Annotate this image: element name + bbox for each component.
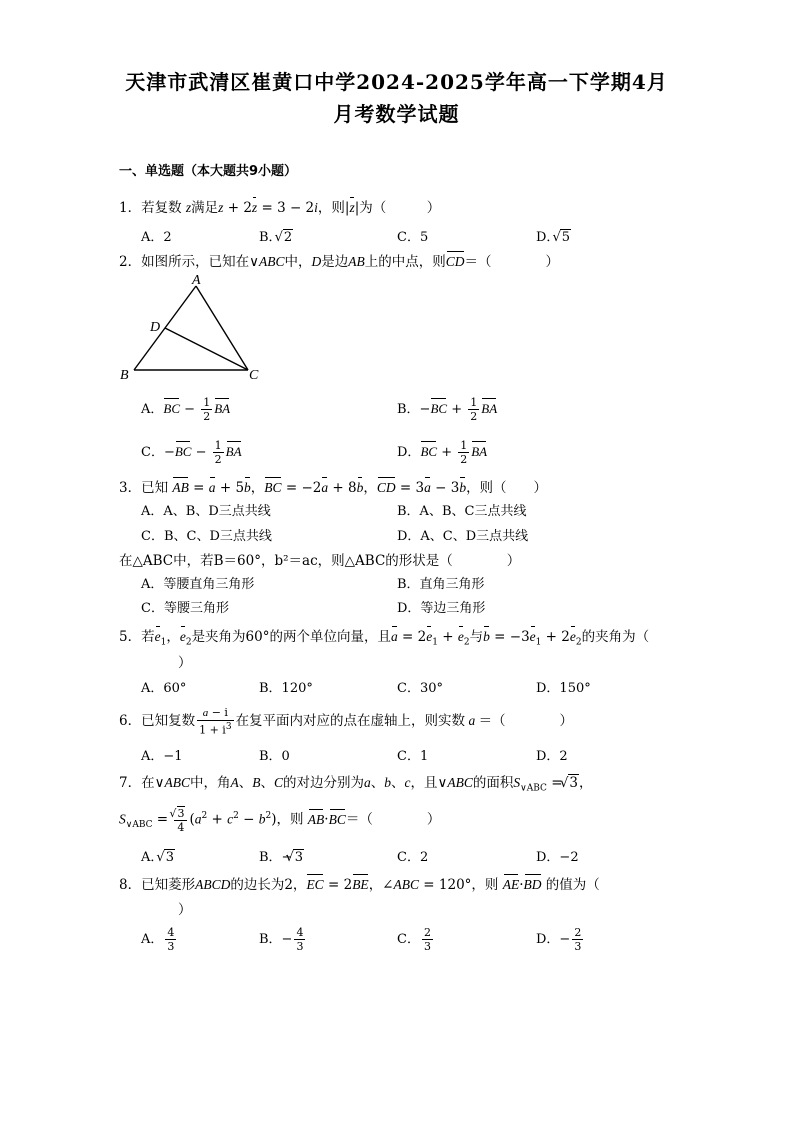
q8-option-c[interactable]: C． $\frac{2}{3}$ [397, 926, 431, 953]
q1-option-c[interactable]: C．5 [397, 230, 429, 245]
question-5-cont: ） [178, 655, 192, 671]
q4-option-b[interactable]: B．直角三角形 [397, 577, 485, 592]
q4-option-c[interactable]: C．等腰三角形 [141, 601, 229, 616]
page-title-line2: 月考数学试题 [333, 102, 460, 126]
question-6: 6．已知复数 $\frac{a - i}{1 + i^3}$ 在复平面内对应的点在虚轴上，则实数 a ＝（ ） [119, 706, 574, 737]
q1-option-d[interactable]: D．√ 5 [536, 226, 571, 245]
q5-option-a[interactable]: A．60° [141, 681, 187, 696]
q2-option-b[interactable]: B．−BC + $\frac{1}{2}$ BA [397, 396, 498, 423]
q8-option-d[interactable]: D．− $\frac{2}{3}$ [536, 926, 582, 953]
question-4: 在△ABC中，若B＝60°，b²＝ac，则△ABC的形状是（ ） [119, 553, 521, 569]
q6-option-d[interactable]: D．2 [536, 749, 568, 764]
q3-option-b[interactable]: B．A、B、C三点共线 [397, 504, 527, 519]
q7-option-a[interactable]: A．√ 3 [141, 846, 175, 865]
question-8-cont: ） [178, 902, 192, 918]
label-b: B [120, 368, 129, 383]
triangle-figure [112, 270, 272, 386]
q2-option-c[interactable]: C．−BC − $\frac{1}{2}$ BA [141, 439, 242, 466]
q6-option-a[interactable]: A．−1 [141, 749, 183, 764]
label-c: C [249, 368, 259, 383]
q7-option-d[interactable]: D．−2 [536, 850, 579, 865]
q1-option-a[interactable]: A．2 [141, 230, 172, 245]
q8-option-a[interactable]: A． $\frac{4}{3}$ [141, 926, 175, 953]
q7-option-b[interactable]: B．−√ 3 [259, 846, 304, 865]
q1-option-b[interactable]: B．√ 2 [259, 226, 293, 245]
question-7: 7．在∨ABC中，角A、B、C的对边分别为a、b、c，且∨ABC的面积$S_{\vee ABC}$ = √ 3， [119, 771, 593, 794]
section-heading: 一、单选题（本大题共9小题） [119, 164, 298, 179]
question-2: 2．如图所示，已知在∨ABC中，D是边AB上的中点，则CD＝（ ） [119, 254, 559, 270]
question-7-cont: $S_{\vee ABC}$ = √ $\frac{3}{4}$ $(a^2 + c^2 - b^2)$，则 AB·BC＝（ ） [119, 806, 440, 834]
page-title: 天津市武清区崔黄口中学2024-2025学年高一下学期4月 [125, 70, 668, 94]
q2-option-d[interactable]: D．BC + $\frac{1}{2}$ BA [397, 439, 488, 466]
question-3: 3．已知 AB = a + 5b，BC = −2a + 8b，CD = 3a − 3b，则（ ） [119, 480, 548, 496]
q4-option-d[interactable]: D．等边三角形 [397, 601, 486, 616]
q6-option-b[interactable]: B．0 [259, 749, 290, 764]
q4-option-a[interactable]: A．等腰直角三角形 [141, 577, 255, 592]
q5-option-b[interactable]: B．120° [259, 681, 313, 696]
q5-option-c[interactable]: C．30° [397, 681, 443, 696]
q2-option-a[interactable]: A．BC − $\frac{1}{2}$ BA [141, 396, 231, 423]
question-8: 8．已知菱形ABCD的边长为2，EC = 2BE，∠ABC = 120°，则 AE·BD 的值为（ [119, 877, 600, 893]
question-1: 1．若复数 z满足z + 2z = 3 − 2i，则|z|为（ ） [119, 200, 441, 216]
q7-option-c[interactable]: C．2 [397, 850, 429, 865]
q3-option-c[interactable]: C．B、C、D三点共线 [141, 529, 272, 544]
q5-option-d[interactable]: D．150° [536, 681, 591, 696]
q8-option-b[interactable]: B．− $\frac{4}{3}$ [259, 926, 304, 953]
label-a: A [192, 273, 201, 288]
q3-option-a[interactable]: A．A、B、D三点共线 [141, 504, 271, 519]
q3-option-d[interactable]: D．A、C、D三点共线 [397, 529, 529, 544]
question-5: 5．若$e_1$，$e_2$是夹角为60°的两个单位向量，且$a = 2e_1 + e_2$与$b = -3e_1 + 2e_2$的夹角为（ [119, 629, 650, 648]
q6-option-c[interactable]: C．1 [397, 749, 429, 764]
label-d: D [150, 320, 161, 335]
